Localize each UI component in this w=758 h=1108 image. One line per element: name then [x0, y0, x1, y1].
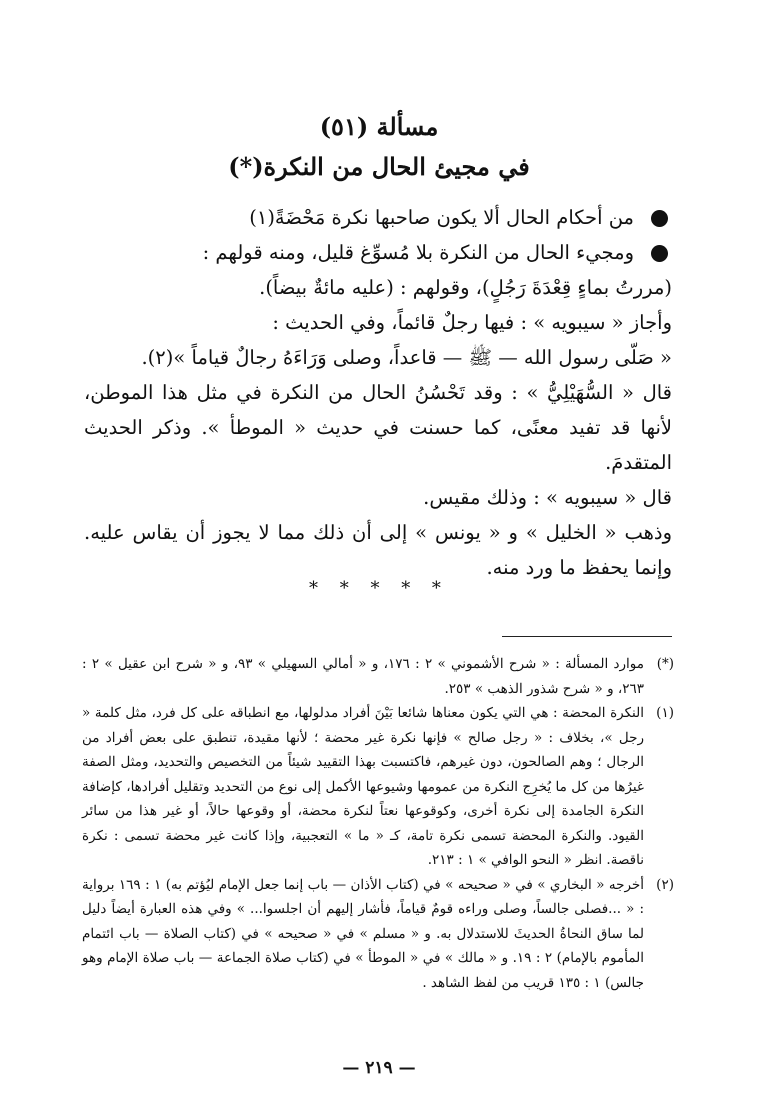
- bullet-paragraph-2: [84, 235, 672, 270]
- footnote-2: [82, 873, 674, 996]
- bullet-icon: [651, 245, 668, 262]
- paragraph-hadith: « صَلّى رسول الله — ﷺ — قاعداً، وصلى وَرَاءَهُ رجالٌ قياماً »(٢).: [141, 346, 672, 369]
- footnote-text: أخرجه « البخاري » في « صحيحه » في (كتاب الأذان — باب إنما جعل الإمام ليُؤتم به) ١ : ١٦٩ برواية : « ...فصلى جالساً، وصلى وراءه قومٌ قياماً، فأشار إليهم أن اجلسوا... » وفي هذه العبارة أيضاً دليل لما ساق النحاةُ الحديثَ للاستدلال به. و « مسلم » في « صحيحه » في (كتاب الصلاة — باب ائتمام المأموم بالإمام) ٢ : ١٩. و « مالك » في « الموطأ » في (كتاب صلاة الجماعة — باب صلاة الإمام وهو جالس) ١ : ١٣٥ قريب من لفظ الشاهد .: [82, 876, 644, 991]
- paragraph-example: (مررتُ بماءٍ قِعْدَةَ رَجُلٍ)، وقولهم : (عليه مائةٌ بيضاً).: [259, 276, 672, 299]
- bullet-paragraph-1: [84, 200, 672, 235]
- question-title: مسألة (٥١): [319, 112, 439, 141]
- footnote-text: موارد المسألة : « شرح الأشموني » ٢ : ١٧٦، و « أمالي السهيلي » ٩٣، و « شرح ابن عقيل » ٢ : ٢٦٣، و « شرح شذور الذهب » ٢٥٣.: [82, 656, 644, 697]
- paragraph-text: من أحكام الحال ألا يكون صاحبها نكرة مَحْضَةً(١): [249, 206, 634, 229]
- paragraph-suhaili: قال « السُّهَيْلِيُّ » : وقد تَحْسُنُ الحال من النكرة في مثل هذا الموطن، لأنها قد تفيد معنًى، كما حسنت في حديث « الموطأ ». وذكر الحديث المتقدمَ.: [84, 381, 672, 474]
- paragraph-sibawayh: وأجاز « سيبويه » : فيها رجلٌ قائماً، وفي الحديث :: [272, 311, 672, 334]
- paragraph-khalil: وذهب « الخليل » و « يونس » إلى أن ذلك مما لا يجوز أن يقاس عليه. وإنما يحفظ ما ورد منه.: [84, 521, 672, 579]
- footnote-marker: (*): [656, 656, 674, 672]
- footnote-text: النكرة المحضة : هي التي يكون معناها شائعا بَيْنَ أفراد مدلولها، مع انطباقه على كل فرد، مثل كلمة « رجل »، بخلاف : « رجل صالح » فإنها نكرة غير محضة ؛ لأنها مقيدة، تنطبق على بعض أفراد من الرجال ؛ وهم الصالحون، دون غيرهم، فاكتسبت بهذا التقييد شيئاً من التخصيص والتحديد، ومثل الصفة غيرُها من كل ما يُخرِج النكرة من عمومها وشيوعها الأكمل إلى نوع من التحديد وتقليل أفرادها، كإضافة النكرة الجامدة إلى نكرة أخرى، وكوقوعها نعتاً لنكرة محضة، أو وقوعها حالاً، أو غير هذا من سائر القيود. والنكرة المحضة تسمى نكرة تامة، كـ « ما » التعجبية، وإذا كانت غير محضة تسمى : نكرة ناقصة. انظر « النحو الوافي » ١ : ٢١٣.: [82, 705, 644, 868]
- footnotes: [82, 652, 674, 995]
- page-number: — ٢١٩ —: [342, 1058, 416, 1078]
- footnote-marker: (١): [656, 705, 674, 721]
- footnote-1: [82, 701, 674, 873]
- footnote-marker: (٢): [656, 876, 674, 893]
- paragraph-text: ومجيء الحال من النكرة بلا مُسوِّغ قليل، ومنه قولهم :: [202, 241, 634, 264]
- footnote-divider: [502, 636, 672, 637]
- section-separator: * * * * *: [309, 578, 449, 599]
- footnote-star: [82, 652, 674, 701]
- question-subtitle: في مجيئ الحال من النكرة(*): [228, 152, 530, 181]
- paragraph-sibawayh-2: قال « سيبويه » : وذلك مقيس.: [423, 486, 672, 509]
- main-text: [84, 200, 672, 585]
- bullet-icon: [651, 210, 668, 227]
